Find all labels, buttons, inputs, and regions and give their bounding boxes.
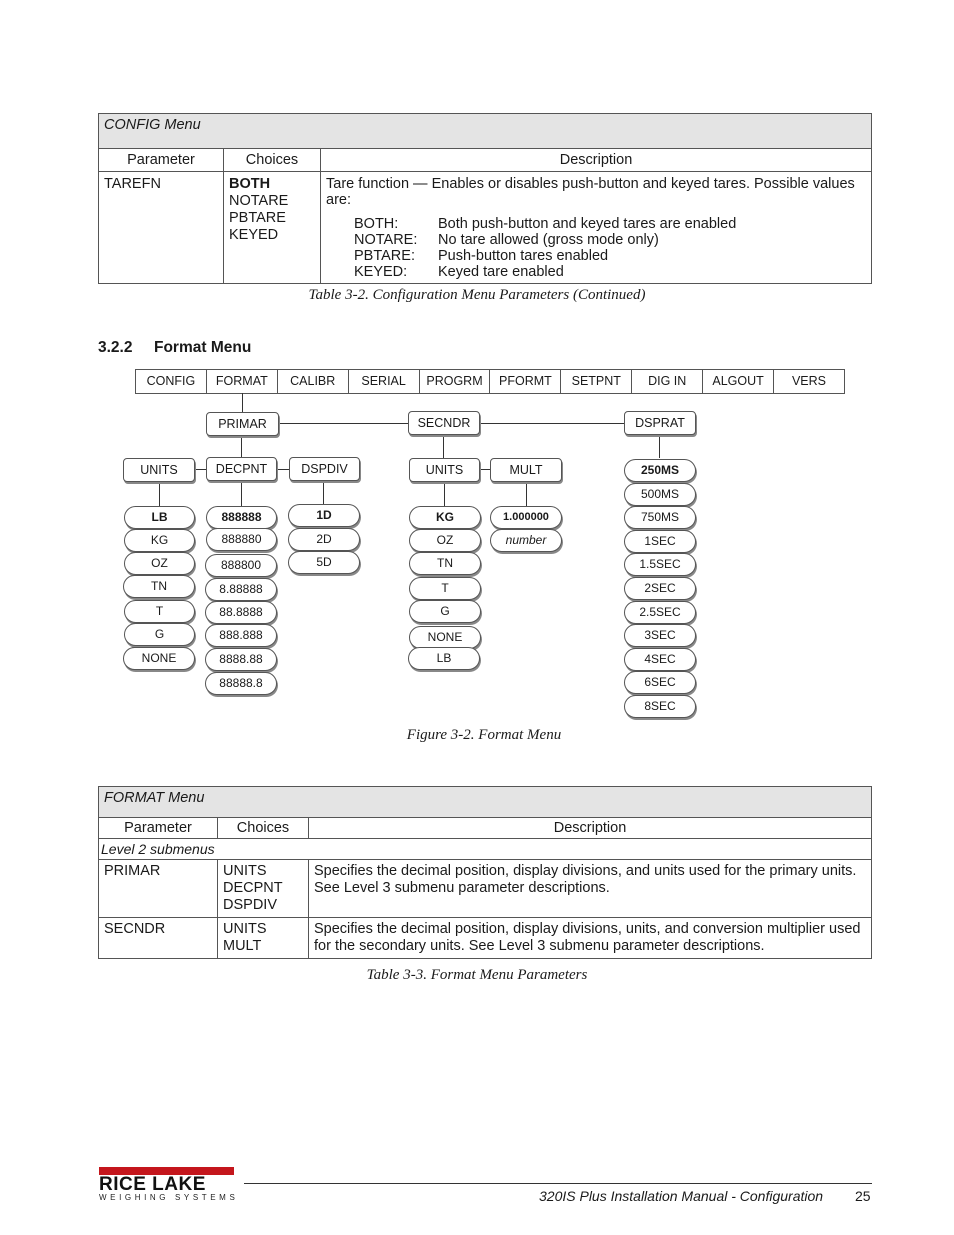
option-pill: 2D bbox=[288, 528, 360, 551]
option-pill: KG bbox=[409, 506, 481, 529]
option-pill: T bbox=[409, 577, 481, 600]
connector-line bbox=[444, 482, 445, 506]
value-text: No tare allowed (gross mode only) bbox=[438, 232, 659, 248]
option-pill: NONE bbox=[123, 647, 195, 670]
choice: MULT bbox=[223, 938, 262, 954]
menu-pformt: PFORMT bbox=[489, 369, 561, 394]
connector-line bbox=[241, 482, 242, 506]
option-pill: 3SEC bbox=[624, 624, 696, 647]
option-pill: 2SEC bbox=[624, 577, 696, 600]
menu-vers: VERS bbox=[773, 369, 845, 394]
primar-choices bbox=[218, 860, 309, 918]
param-secndr: SECNDR bbox=[99, 918, 218, 959]
format-menu-table bbox=[98, 786, 872, 959]
secndr-choices bbox=[218, 918, 309, 959]
connector-line bbox=[478, 423, 624, 424]
header-parameter: Parameter bbox=[99, 149, 224, 172]
menu-format: FORMAT bbox=[206, 369, 278, 394]
option-pill: 250MS bbox=[624, 459, 696, 482]
node-primar-units: UNITS bbox=[123, 458, 195, 482]
option-pill: 888800 bbox=[205, 554, 277, 577]
node-dsprat: DSPRAT bbox=[624, 411, 696, 435]
config-menu-table bbox=[98, 113, 872, 284]
values-list bbox=[354, 216, 736, 280]
option-pill: 888888 bbox=[206, 506, 277, 529]
value-text: Keyed tare enabled bbox=[438, 264, 564, 280]
tarefn-description bbox=[321, 172, 872, 284]
value-key: PBTARE: bbox=[354, 248, 415, 264]
header-description: Description bbox=[309, 818, 872, 839]
option-pill: 88888.8 bbox=[205, 672, 277, 695]
option-pill: TN bbox=[409, 552, 481, 575]
choice: KEYED bbox=[229, 227, 279, 243]
menu-dig-in: DIG IN bbox=[631, 369, 703, 394]
header-parameter: Parameter bbox=[99, 818, 218, 839]
menu-bar bbox=[136, 369, 845, 394]
option-pill: 2.5SEC bbox=[624, 601, 696, 624]
choice: DSPDIV bbox=[223, 897, 277, 913]
menu-setpnt: SETPNT bbox=[560, 369, 632, 394]
connector-line bbox=[443, 435, 444, 458]
primar-description: Specifies the decimal position, display divisions, and units used for the primary units. See Level 3 submenu parameter descriptions. bbox=[309, 860, 872, 918]
option-pill: 5D bbox=[288, 551, 360, 574]
choice-default: BOTH bbox=[229, 176, 271, 192]
connector-line bbox=[241, 435, 242, 458]
option-pill: 1.000000 bbox=[490, 506, 562, 529]
header-choices: Choices bbox=[224, 149, 321, 172]
option-pill: number bbox=[490, 529, 562, 552]
choice: NOTARE bbox=[229, 193, 289, 209]
choice: UNITS bbox=[223, 921, 267, 937]
option-pill: 1.5SEC bbox=[624, 553, 696, 576]
option-pill: 1SEC bbox=[624, 530, 696, 553]
option-pill: OZ bbox=[124, 552, 195, 575]
menu-calibr: CALIBR bbox=[277, 369, 349, 394]
node-mult: MULT bbox=[490, 458, 562, 482]
header-choices: Choices bbox=[218, 818, 309, 839]
connector-line bbox=[278, 423, 408, 424]
value-key: NOTARE: bbox=[354, 232, 418, 248]
node-secndr-units: UNITS bbox=[409, 458, 480, 482]
choice: PBTARE bbox=[229, 210, 286, 226]
option-pill: LB bbox=[408, 647, 480, 670]
connector-line bbox=[194, 469, 206, 470]
header-description: Description bbox=[321, 149, 872, 172]
param-primar: PRIMAR bbox=[99, 860, 218, 918]
connector-line bbox=[159, 482, 160, 506]
menu-config: CONFIG bbox=[135, 369, 207, 394]
option-pill: G bbox=[124, 623, 195, 646]
value-key: KEYED: bbox=[354, 264, 408, 280]
connector-line bbox=[242, 393, 243, 412]
footer-rule bbox=[244, 1183, 872, 1184]
format-menu-title: FORMAT Menu bbox=[99, 787, 872, 818]
table-caption: Table 3-3. Format Menu Parameters bbox=[366, 967, 588, 983]
node-secndr: SECNDR bbox=[408, 411, 480, 435]
option-pill: TN bbox=[123, 575, 195, 598]
secndr-description: Specifies the decimal position, display divisions, units, and conversion multiplier used for the secondary units. See Level 3 submenu parameter descriptions. bbox=[309, 918, 872, 959]
option-pill: 6SEC bbox=[624, 671, 696, 694]
section-title: Format Menu bbox=[154, 339, 252, 356]
connector-line bbox=[323, 480, 324, 504]
option-pill: T bbox=[124, 600, 195, 623]
company-logo: RICE LAKE bbox=[99, 1174, 206, 1195]
company-logo-subtitle: WEIGHING SYSTEMS bbox=[99, 1193, 239, 1202]
footer-doc-title: 320IS Plus Installation Manual - Configuration bbox=[539, 1188, 824, 1204]
node-dspdiv: DSPDIV bbox=[289, 457, 360, 481]
option-pill: LB bbox=[124, 506, 195, 529]
option-pill: 500MS bbox=[624, 483, 696, 506]
value-key: BOTH: bbox=[354, 216, 399, 232]
menu-serial: SERIAL bbox=[348, 369, 420, 394]
node-primar: PRIMAR bbox=[206, 412, 279, 436]
tarefn-choices bbox=[224, 172, 321, 284]
value-text: Push-button tares enabled bbox=[438, 248, 609, 264]
submenu-heading: Level 2 submenus bbox=[99, 839, 872, 860]
option-pill: 1D bbox=[288, 504, 360, 527]
choice: UNITS bbox=[223, 863, 267, 879]
option-pill: 8888.88 bbox=[205, 648, 277, 671]
option-pill: 750MS bbox=[624, 506, 696, 529]
value-text: Both push-button and keyed tares are enabled bbox=[438, 216, 737, 232]
choice: DECPNT bbox=[223, 880, 283, 896]
option-pill: 888880 bbox=[206, 528, 277, 551]
connector-line bbox=[526, 482, 527, 506]
option-pill: G bbox=[409, 600, 481, 623]
option-pill: 8SEC bbox=[624, 695, 696, 718]
option-pill: 88.8888 bbox=[205, 601, 277, 624]
option-pill: 888.888 bbox=[205, 624, 277, 647]
option-pill: 8.88888 bbox=[205, 578, 277, 601]
option-pill: 4SEC bbox=[624, 648, 696, 671]
connector-line bbox=[659, 435, 660, 458]
section-number: 3.2.2 bbox=[98, 339, 133, 356]
page-number: 25 bbox=[855, 1188, 871, 1204]
description-text: Tare function — Enables or disables push-button and keyed tares. Possible values are: bbox=[326, 176, 855, 208]
option-pill: NONE bbox=[409, 626, 481, 649]
option-pill: OZ bbox=[409, 529, 481, 552]
node-decpnt: DECPNT bbox=[206, 457, 277, 481]
connector-line bbox=[275, 469, 289, 470]
menu-progrm: PROGRM bbox=[419, 369, 491, 394]
table-caption: Table 3-2. Configuration Menu Parameters (Continued) bbox=[308, 287, 646, 303]
section-heading bbox=[98, 339, 251, 357]
menu-algout: ALGOUT bbox=[702, 369, 774, 394]
option-pill: KG bbox=[124, 529, 195, 552]
param-tarefn: TAREFN bbox=[99, 172, 224, 284]
config-menu-title: CONFIG Menu bbox=[99, 114, 872, 149]
figure-caption: Figure 3-2. Format Menu bbox=[406, 727, 562, 743]
